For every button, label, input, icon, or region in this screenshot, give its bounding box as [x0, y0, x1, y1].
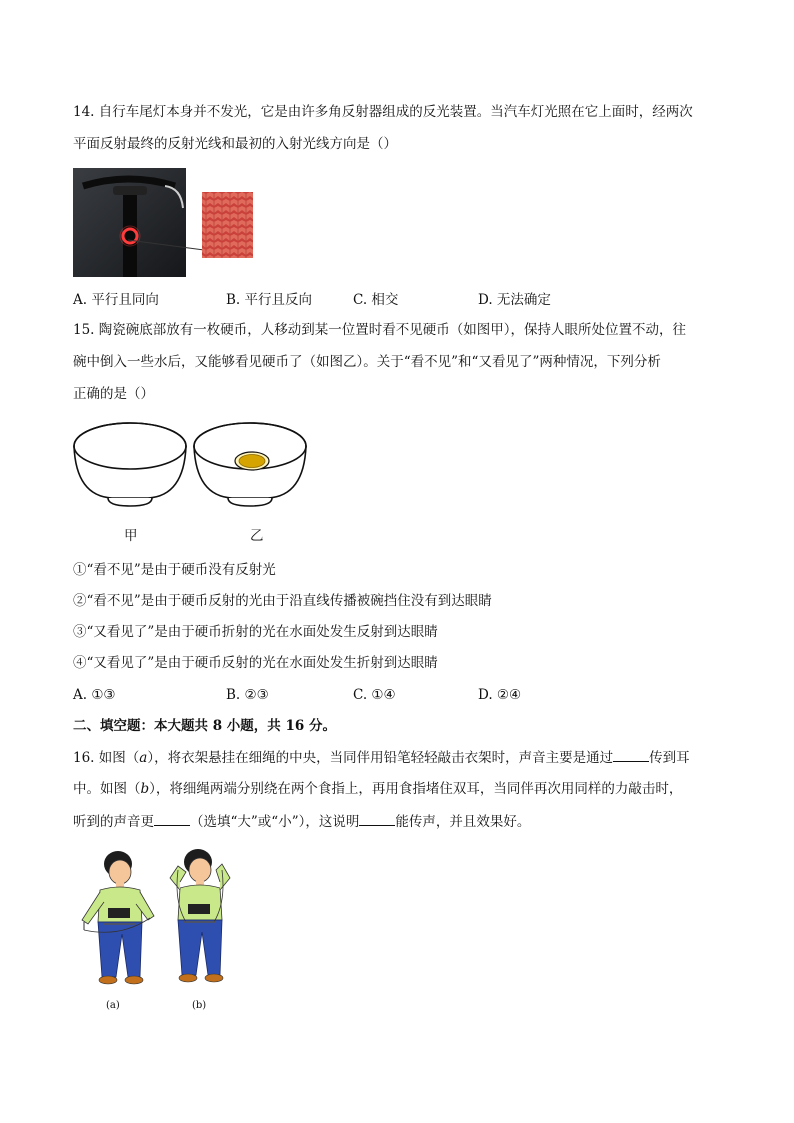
q15-line-3: 正确的是（） [73, 386, 154, 402]
q15-statement-4: ④“又看见了”是由于硬币反射的光在水面处发生折射到达眼睛 [73, 655, 438, 671]
q16-text: 16. 如图（ [73, 750, 140, 766]
q16-text: ），将细绳两端分别绕在两个食指上，再用食指堵住双耳，当同伴再次用同样的力敲击时， [149, 781, 683, 797]
bike-tail-light-photo [73, 168, 186, 277]
q15-statement-2: ②“看不见”是由于硬币反射的光由于沿直线传播被碗挡住没有到达眼睛 [73, 593, 492, 609]
q15-line-2: 碗中倒入一些水后，又能够看见硬币了（如图乙）。关于“看不见”和“又看见了”两种情况，下列分析 [73, 354, 661, 370]
hanger-experiment-figure [70, 842, 250, 1002]
q16-text: 能传声，并且效果好。 [395, 814, 531, 830]
q16-text: ），将衣架悬挂在细绳的中央，当同伴用铅笔轻轻敲击衣架时，声音主要是通过 [147, 750, 614, 766]
q16-line-3 [73, 811, 530, 832]
caption-jia: 甲 [124, 528, 138, 544]
q15-statement-3: ③“又看见了”是由于硬币折射的光在水面处发生反射到达眼睛 [73, 624, 438, 640]
answer-blank-2[interactable] [154, 811, 190, 826]
caption-yi: 乙 [250, 528, 264, 544]
q14-option-c[interactable]: C. 相交 [353, 292, 399, 308]
pointer-line [128, 225, 208, 255]
person-a-illustration [82, 851, 154, 984]
answer-blank-1[interactable] [613, 747, 649, 762]
q16-text: （选填“大”或“小”），这说明 [190, 814, 360, 830]
q15-statement-1: ①“看不见”是由于硬币没有反射光 [73, 562, 276, 578]
answer-blank-3[interactable] [359, 811, 395, 826]
q16-line-2 [73, 779, 682, 799]
q15-option-c[interactable]: C. ①④ [353, 687, 396, 703]
q16-line-1 [73, 747, 690, 768]
q15-option-a[interactable]: A. ①③ [73, 687, 116, 703]
q15-line-1: 15. 陶瓷碗底部放有一枚硬币，人移动到某一位置时看不见硬币（如图甲），保持人眼所处位置不动，往 [73, 322, 687, 338]
q14-line-1: 14. 自行车尾灯本身并不发光，它是由许多角反射器组成的反光装置。当汽车灯光照在它上面时，经两次 [73, 104, 693, 120]
person-b-illustration [170, 849, 230, 982]
bowl-empty [74, 423, 186, 506]
reflector-pattern-image [202, 192, 253, 258]
q14-option-d[interactable]: D. 无法确定 [478, 292, 551, 308]
q14-option-b[interactable]: B. 平行且反向 [226, 292, 313, 308]
figure-label-b: (b) [192, 1000, 207, 1011]
q16-text: 听到的声音更 [73, 814, 154, 830]
bowl-with-coin [194, 423, 306, 506]
bowl-figures [72, 420, 312, 512]
q16-label-b: b [140, 781, 150, 797]
q16-text: 传到耳 [649, 750, 690, 766]
q15-option-d[interactable]: D. ②④ [478, 687, 522, 703]
q14-line-2: 平面反射最终的反射光线和最初的入射光线方向是（） [73, 136, 397, 152]
q16-label-a: a [139, 750, 148, 766]
section-2-heading: 二、填空题：本大题共 8 小题，共 16 分。 [73, 718, 336, 734]
q14-option-a[interactable]: A. 平行且同向 [73, 292, 159, 308]
figure-label-a: (a) [106, 1000, 120, 1011]
coin-icon [239, 455, 265, 468]
q16-text: 中。如图（ [73, 781, 141, 797]
q15-option-b[interactable]: B. ②③ [226, 687, 269, 703]
